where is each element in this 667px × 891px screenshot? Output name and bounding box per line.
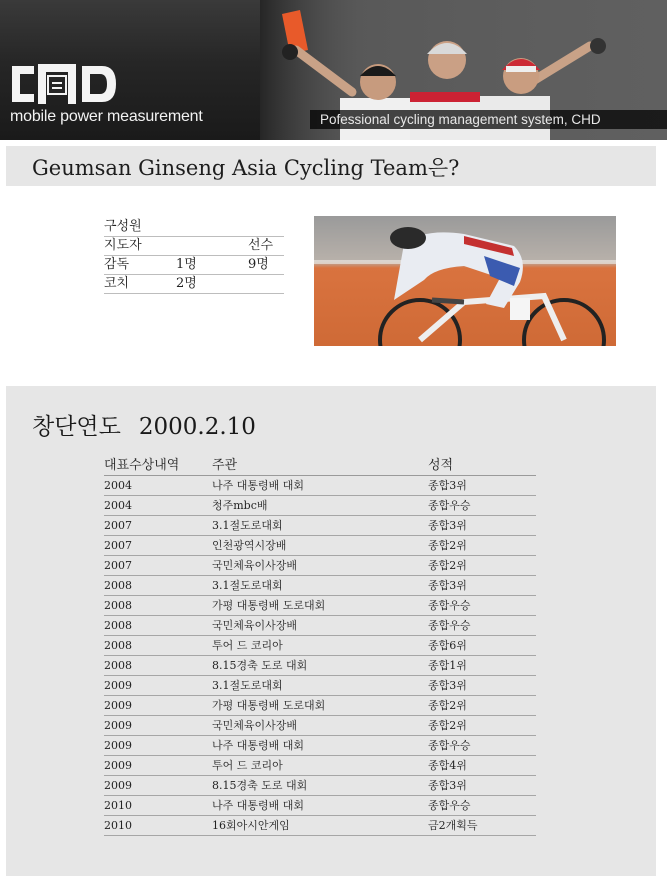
award-event: 3.1절도로대회 <box>212 679 283 692</box>
award-year: 2008 <box>104 579 132 592</box>
founding-heading <box>32 408 256 441</box>
award-result: 종합2위 <box>428 699 467 712</box>
tagline: mobile power measurement <box>10 108 203 125</box>
table-row <box>104 696 536 716</box>
award-event: 인천광역시장배 <box>212 539 287 552</box>
result-column-header: 성적 <box>428 458 454 473</box>
table-row <box>104 736 536 756</box>
players-column-header: 선수 <box>248 238 274 253</box>
award-year: 2010 <box>104 819 132 832</box>
member-count: 2명 <box>176 276 197 291</box>
award-event: 8.15경축 도로 대회 <box>212 659 308 672</box>
award-result: 종합우승 <box>428 799 471 812</box>
table-row <box>104 576 536 596</box>
award-result: 종합6위 <box>428 639 467 652</box>
founding-history-section <box>6 386 656 876</box>
award-year: 2008 <box>104 659 132 672</box>
award-year: 2008 <box>104 619 132 632</box>
members-row <box>104 256 284 275</box>
award-result: 금2개획득 <box>428 819 478 832</box>
award-result: 종합우승 <box>428 499 471 512</box>
table-row <box>104 536 536 556</box>
member-role: 코치 <box>104 276 130 291</box>
track-cyclist-photo <box>314 216 616 346</box>
table-row <box>104 556 536 576</box>
award-year: 2010 <box>104 799 132 812</box>
table-row <box>104 596 536 616</box>
event-column-header: 주관 <box>212 458 238 473</box>
award-year: 2008 <box>104 639 132 652</box>
award-event: 투어 드 코리아 <box>212 639 283 652</box>
award-event: 투어 드 코리아 <box>212 759 283 772</box>
awards-header-row <box>104 458 536 476</box>
award-result: 종합2위 <box>428 559 467 572</box>
table-row <box>104 776 536 796</box>
chd-logo-icon <box>10 62 120 106</box>
table-row <box>104 816 536 836</box>
award-result: 종합3위 <box>428 479 467 492</box>
award-result: 종합3위 <box>428 519 467 532</box>
award-result: 종합우승 <box>428 599 471 612</box>
award-event: 나주 대통령배 대회 <box>212 799 305 812</box>
award-event: 3.1절도로대회 <box>212 519 283 532</box>
table-row <box>104 496 536 516</box>
award-result: 종합우승 <box>428 619 471 632</box>
award-event: 16회아시안게임 <box>212 819 290 832</box>
player-count: 9명 <box>248 257 269 272</box>
award-event: 국민체육이사장배 <box>212 719 298 732</box>
award-event: 국민체육이사장배 <box>212 559 298 572</box>
award-result: 종합2위 <box>428 539 467 552</box>
table-row <box>104 716 536 736</box>
award-year: 2008 <box>104 599 132 612</box>
award-year: 2009 <box>104 699 132 712</box>
award-year: 2009 <box>104 739 132 752</box>
table-row <box>104 636 536 656</box>
member-role: 감독 <box>104 257 130 272</box>
award-event: 8.15경축 도로 대회 <box>212 779 308 792</box>
system-subtitle: Pofessional cycling management system, CHD <box>310 110 667 129</box>
award-event: 청주mbc배 <box>212 499 268 512</box>
award-event: 가평 대통령배 도로대회 <box>212 599 326 612</box>
member-count: 1명 <box>176 257 197 272</box>
members-table <box>104 218 284 294</box>
table-row <box>104 756 536 776</box>
table-row <box>104 476 536 496</box>
award-event: 3.1절도로대회 <box>212 579 283 592</box>
award-year: 2007 <box>104 539 132 552</box>
award-event: 국민체육이사장배 <box>212 619 298 632</box>
award-year: 2004 <box>104 499 132 512</box>
award-year: 2009 <box>104 779 132 792</box>
award-result: 종합1위 <box>428 659 467 672</box>
award-year: 2007 <box>104 559 132 572</box>
award-result: 종합3위 <box>428 779 467 792</box>
members-heading: 구성원 <box>104 219 142 234</box>
table-row <box>104 676 536 696</box>
awards-table <box>104 458 536 836</box>
year-column-header: 대표수상내역 <box>104 458 180 473</box>
award-result: 종합우승 <box>428 739 471 752</box>
award-year: 2009 <box>104 679 132 692</box>
members-heading-row <box>104 218 284 237</box>
table-row <box>104 796 536 816</box>
page-title: Geumsan Ginseng Asia Cycling Team은? <box>32 156 460 180</box>
award-result: 종합4위 <box>428 759 467 772</box>
staff-column-header: 지도자 <box>104 238 142 253</box>
title-bar <box>6 146 656 186</box>
award-event: 가평 대통령배 도로대회 <box>212 699 326 712</box>
award-event: 나주 대통령배 대회 <box>212 479 305 492</box>
founding-date: 2000.2.10 <box>138 414 256 440</box>
award-year: 2007 <box>104 519 132 532</box>
award-result: 종합2위 <box>428 719 467 732</box>
award-event: 나주 대통령배 대회 <box>212 739 305 752</box>
award-year: 2009 <box>104 719 132 732</box>
table-row <box>104 616 536 636</box>
award-year: 2004 <box>104 479 132 492</box>
founding-label: 창단연도 <box>32 414 121 440</box>
table-row <box>104 516 536 536</box>
members-row <box>104 275 284 294</box>
award-result: 종합3위 <box>428 579 467 592</box>
award-year: 2009 <box>104 759 132 772</box>
header-banner <box>0 0 667 140</box>
table-row <box>104 656 536 676</box>
award-result: 종합3위 <box>428 679 467 692</box>
members-header-row <box>104 237 284 256</box>
